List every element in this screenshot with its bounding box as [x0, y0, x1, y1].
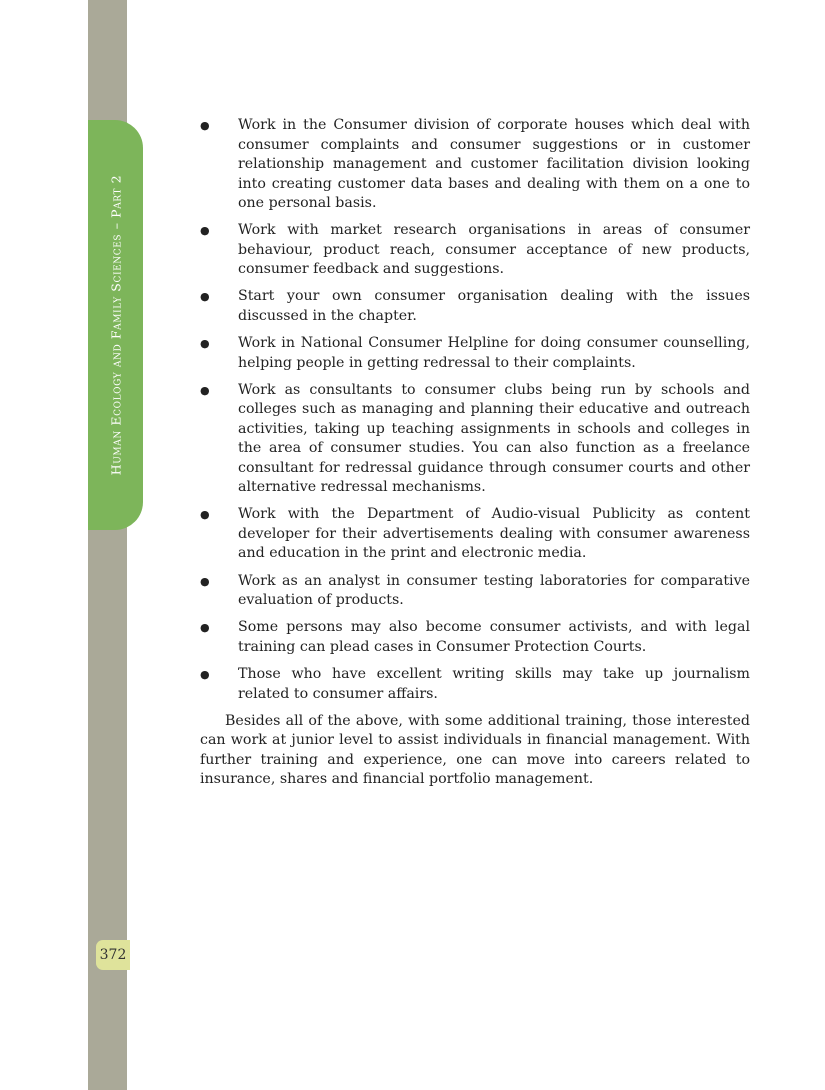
list-item: ● Work with market research organisations in areas of consumer behaviour, product reach, consumer acceptance of new products, consumer feedback and suggestions.	[200, 221, 750, 280]
page-content	[200, 116, 750, 790]
list-item: ● Work as consultants to consumer clubs being run by schools and colleges such as managing and planning their educative and outreach activities, taking up teaching assignments in schools and colleges in the area of consumer studies. You can also function as a freelance consultant for redressal guidance through consumer courts and other alternative redressal mechanisms.	[200, 381, 750, 498]
list-item: ● Work in National Consumer Helpline for doing consumer counselling, helping people in getting redressal to their complaints.	[200, 334, 750, 373]
career-options-list	[200, 116, 750, 704]
list-item: ● Work as an analyst in consumer testing laboratories for comparative evaluation of products.	[200, 572, 750, 611]
list-item: ● Those who have excellent writing skills may take up journalism related to consumer affairs.	[200, 665, 750, 704]
closing-paragraph: Besides all of the above, with some additional training, those interested can work at junior level to assist individuals in financial management. With further training and experience, one can move into careers related to insurance, shares and financial portfolio management.	[200, 712, 750, 788]
list-item: ● Work in the Consumer division of corporate houses which deal with consumer complaints and consumer suggestions or in customer relationship management and customer facilitation division looking into creating customer data bases and dealing with them on a one to one personal basis.	[200, 116, 750, 214]
page-number: 372	[96, 940, 130, 970]
list-item: ● Some persons may also become consumer activists, and with legal training can plead cases in Consumer Protection Courts.	[200, 618, 750, 657]
running-title: Human Ecology and Family Sciences – Part 2	[108, 174, 124, 476]
list-item: ● Start your own consumer organisation dealing with the issues discussed in the chapter.	[200, 287, 750, 326]
list-item: ● Work with the Department of Audio-visual Publicity as content developer for their advertisements dealing with consumer awareness and education in the print and electronic media.	[200, 505, 750, 564]
